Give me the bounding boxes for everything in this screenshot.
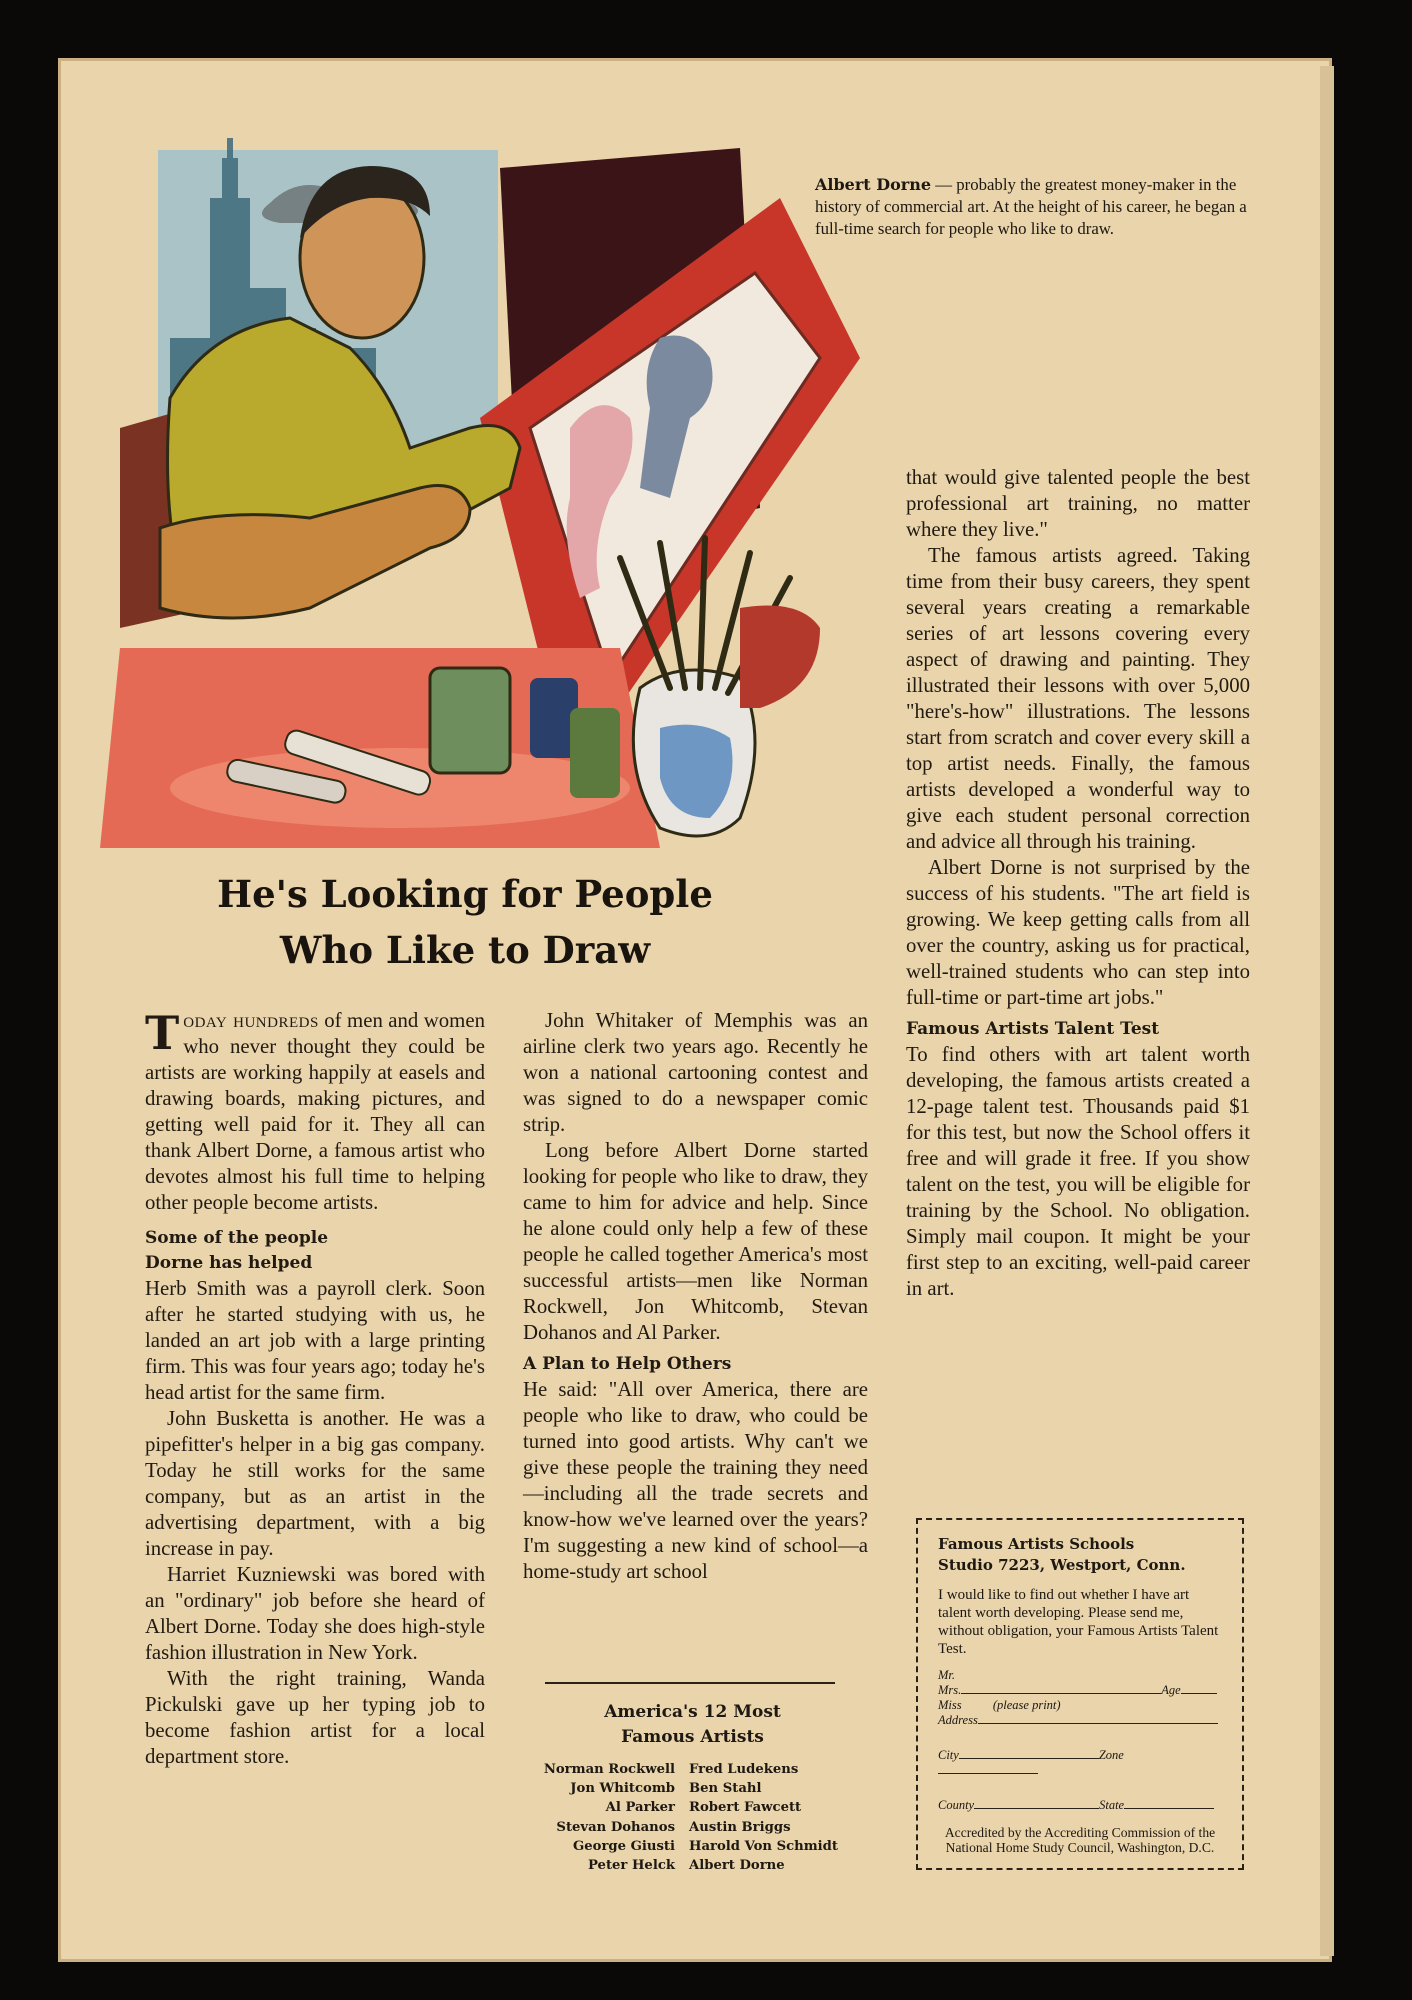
field-miss[interactable]	[938, 1698, 1222, 1713]
headline	[140, 866, 790, 978]
artist-name: Robert Fawcett	[689, 1800, 802, 1816]
bowl	[740, 606, 820, 709]
field-mr[interactable]	[938, 1668, 1222, 1683]
subheading-plan: A Plan to Help Others	[523, 1354, 732, 1374]
paragraph-continued: that would give talented people the best professional art training, no matter where they live."	[906, 466, 1250, 541]
coupon-body: I would like to find out whether I have art talent worth developing. Please send me, without obligation, your Famous Artists Talent Test.	[938, 1587, 1219, 1657]
caption-name: Albert Dorne	[815, 175, 932, 194]
field-county-label: County	[938, 1798, 975, 1812]
artist-name: Stevan Dohanos	[556, 1819, 675, 1835]
paragraph-john-whitaker: John Whitaker of Memphis was an airline clerk two years ago. Recently he won a national cartooning contest and was signed to do a newspaper comic strip.	[523, 1009, 868, 1136]
artist-name: George Giusti	[573, 1838, 675, 1854]
artist-row	[515, 1760, 875, 1779]
field-mrs-age[interactable]	[938, 1683, 1222, 1698]
artist-name: Peter Helck	[588, 1858, 675, 1874]
artist-name: Albert Dorne	[689, 1858, 785, 1874]
coupon-title-2: Studio 7223, Westport, Conn.	[938, 1556, 1186, 1574]
artists-list	[515, 1760, 875, 1875]
coupon-title-1: Famous Artists Schools	[938, 1535, 1135, 1553]
subheading-line-1: Some of the people	[145, 1228, 329, 1248]
column-2	[523, 1008, 868, 1585]
accreditation-note: Accredited by the Accrediting Commission of the National Home Study Council, Washington, D.C.	[944, 1825, 1216, 1855]
artist-row	[515, 1818, 875, 1837]
divider-rule	[545, 1682, 835, 1684]
artist-illustration	[100, 88, 885, 858]
drop-cap: T	[145, 1006, 180, 1060]
artist-name: Austin Briggs	[689, 1819, 791, 1835]
paragraph-artists-agreed: The famous artists agreed. Taking time from their busy careers, they spent several years creating a remarkable series of art lessons covering every aspect of drawing and painting. They illustrated their lessons with over 5,000 "here's-how" illustrations. The lessons start from scratch and cover every skill a top artist needs. Finally, the famous artists developed a wonderful way to give each student personal correction and advice all through his training.	[906, 544, 1250, 853]
artist-name: Fred Ludekens	[689, 1762, 799, 1777]
paragraph-talent-test: To find others with art talent worth developing, the famous artists created a 12-page talent test. Thousands paid $1 for this test, but now the School offers it free and will grade it free. If you show talent on the test, you will be eligible for training by the School. No obligation. Simply mail coupon. It might be your first step to an exciting, well-paid career in art.	[906, 1043, 1250, 1300]
column-1	[145, 1008, 485, 1770]
artists-title	[520, 1700, 865, 1750]
artist-name: Norman Rockwell	[543, 1762, 675, 1777]
headline-line-1: He's Looking for People	[217, 872, 713, 916]
artist-row	[515, 1837, 875, 1856]
field-zone-label: Zone	[1098, 1748, 1124, 1762]
field-address[interactable]	[938, 1713, 1222, 1728]
artists-title-line-1: America's 12 Most	[604, 1702, 781, 1722]
field-miss-label: Miss	[938, 1698, 962, 1712]
paragraph-john-busketta: John Busketta is another. He was a pipefitter's helper in a big gas company. Today he still works for the same company, but as an artist in the advertising department, with a big increase in pay.	[145, 1407, 485, 1560]
artist-name: Al Parker	[605, 1800, 675, 1816]
paragraph-he-said: He said: "All over America, there are people who like to draw, who could be turned into good artists. Why can't we give these people the training they need—including all the trade secrets and know-how we've learned over the years? I'm suggesting a new kind of school—a home-study art school	[523, 1378, 868, 1583]
field-address-label: Address	[938, 1713, 978, 1727]
subheading-talent-test: Famous Artists Talent Test	[906, 1019, 1160, 1039]
field-state-label: State	[1099, 1798, 1125, 1812]
field-mr-label: Mr.	[938, 1668, 956, 1682]
artist-name: Ben Stahl	[689, 1781, 762, 1797]
mail-coupon[interactable]	[916, 1518, 1244, 1870]
artist-row	[515, 1856, 875, 1875]
intro-paragraph	[145, 1008, 485, 1216]
paragraph-not-surprised: Albert Dorne is not surprised by the success of his students. "The art field is growing. We keep getting calls from all over the country, asking us for practical, well-trained students who can step into full-time or part-time art jobs."	[906, 856, 1250, 1009]
field-mrs-label: Mrs.	[938, 1683, 962, 1697]
caption-text: — probably the greatest money-maker in the history of commercial art. At the height of his career, he began a full-time search for people who like to draw.	[815, 175, 1247, 238]
artist-row	[515, 1798, 875, 1817]
artist-name: Harold Von Schmidt	[689, 1838, 838, 1854]
illustration-caption	[815, 174, 1255, 240]
subheading-people-helped	[145, 1226, 485, 1276]
lead-small-caps: oday hundreds	[183, 1009, 319, 1032]
subheading-line-2: Dorne has helped	[145, 1253, 313, 1273]
field-city-label: City	[938, 1748, 959, 1762]
field-county-state[interactable]	[938, 1798, 1222, 1813]
page-edge	[1320, 66, 1334, 1956]
intro-text: of men and women who never thought they could be artists are working happily at easels and drawing boards, making pictures, and getting well paid for it. They all can thank Albert Dorne, a famous artist who devotes almost his full time to helping other people become artists.	[145, 1009, 485, 1214]
please-print-label: (please print)	[992, 1698, 1061, 1712]
field-city-zone[interactable]	[938, 1748, 1222, 1778]
artist-row	[515, 1779, 875, 1798]
field-age-label: Age	[1161, 1683, 1181, 1697]
paragraph-long-before: Long before Albert Dorne started looking for people who like to draw, they came to him for advice and help. Since he alone could only help a few of these people he called together America's most successful artists—men like Norman Rockwell, Jon Whitcomb, Stevan Dohanos and Al Parker.	[523, 1139, 868, 1344]
column-3	[906, 465, 1250, 1302]
paint-jar-green	[430, 668, 510, 773]
paragraph-wanda: With the right training, Wanda Pickulski gave up her typing job to become fashion artist for a local department store.	[145, 1667, 485, 1768]
artists-title-line-2: Famous Artists	[621, 1727, 764, 1747]
headline-line-2: Who Like to Draw	[279, 928, 651, 972]
paragraph-harriet: Harriet Kuzniewski was bored with an "ordinary" job before she heard of Albert Dorne. Today she does high-style fashion illustration in New York.	[145, 1563, 485, 1664]
paragraph-herb-smith: Herb Smith was a payroll clerk. Soon after he started studying with us, he landed an art job with a large printing firm. This was four years ago; today he's head artist for the same firm.	[145, 1277, 485, 1404]
ink-bottle-green	[570, 708, 620, 798]
artist-name: Jon Whitcomb	[570, 1781, 675, 1797]
